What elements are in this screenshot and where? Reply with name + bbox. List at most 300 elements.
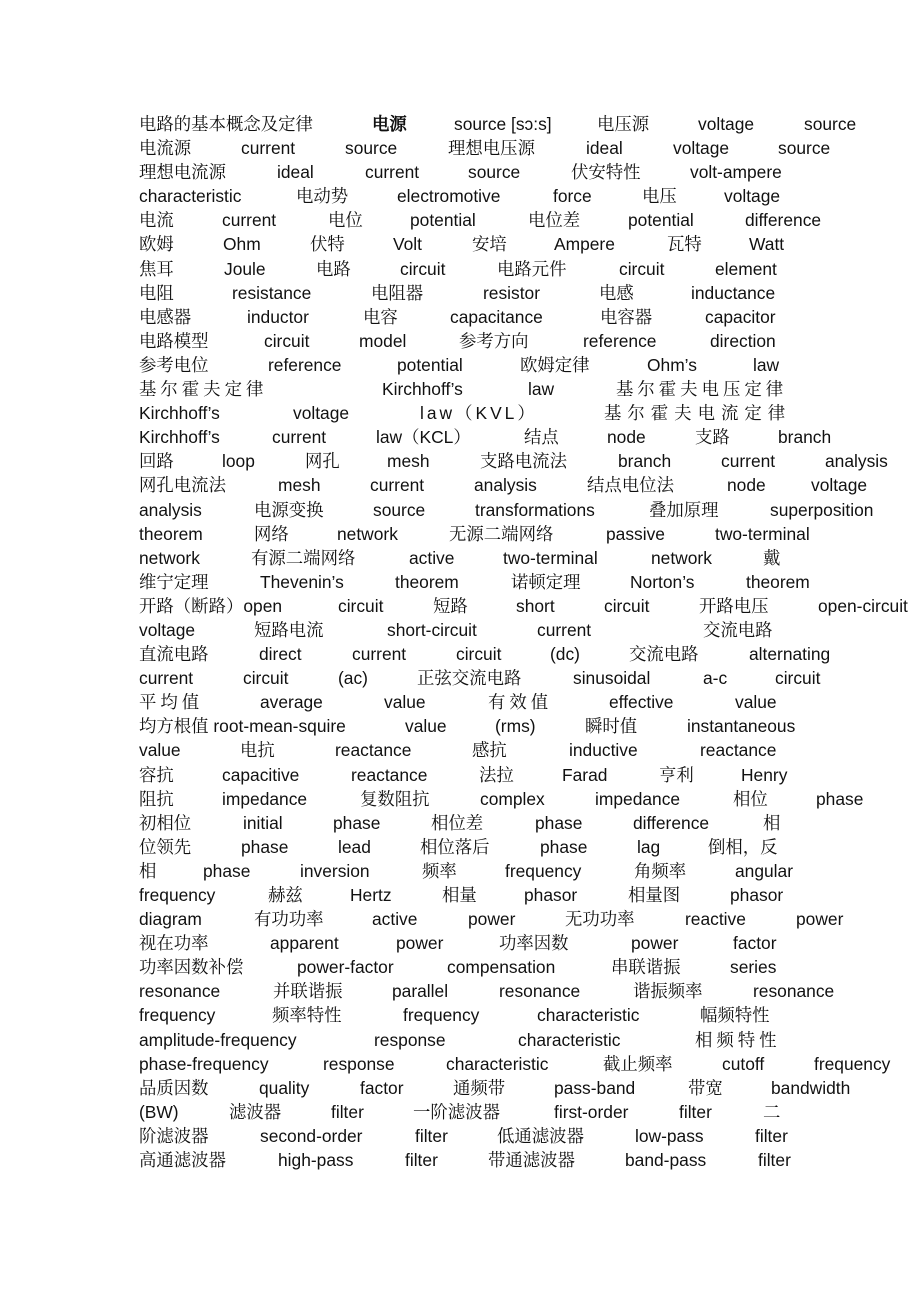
glossary-document — [139, 112, 920, 1172]
term-english: characteristic — [446, 1053, 549, 1074]
term-english: series — [730, 957, 777, 978]
term-chinese: 戴 — [763, 547, 781, 568]
term-chinese: 相量 — [442, 885, 477, 905]
term-english: inductor — [247, 306, 309, 327]
term-chinese: 功率因数补偿 — [139, 957, 244, 978]
term-english: frequency — [139, 1005, 216, 1026]
term-english: volt-ampere — [690, 162, 782, 183]
term-chinese: 相频特性 — [695, 1029, 781, 1050]
term-english: Farad — [562, 764, 608, 785]
term-english: short-circuit — [387, 619, 477, 640]
glossary-line — [139, 305, 920, 329]
term-english: phasor — [730, 885, 784, 905]
term-english: source — [804, 114, 857, 134]
term-chinese: 欧姆 — [139, 234, 174, 255]
glossary-line — [139, 1003, 920, 1027]
term-english: impedance — [595, 788, 681, 809]
glossary-line — [139, 642, 920, 666]
term-english: reference — [268, 354, 342, 375]
term-english: voltage — [811, 475, 868, 496]
term-english: analysis — [139, 499, 202, 520]
term-chinese: 有效值 — [488, 692, 553, 713]
glossary-line — [139, 281, 920, 305]
term-chinese: 相 — [139, 860, 157, 881]
term-chinese: 电源变换 — [254, 499, 324, 520]
term-chinese: 焦耳 — [139, 258, 174, 279]
glossary-line — [139, 1124, 920, 1148]
term-english: frequency — [505, 860, 582, 881]
term-english: value — [139, 740, 181, 761]
term-english: node — [607, 427, 646, 448]
term-english: Hertz — [350, 885, 392, 905]
term-chinese: 视在功率 — [139, 933, 209, 954]
term-english: source — [373, 499, 426, 520]
glossary-line — [139, 1148, 920, 1172]
term-chinese: 叠加原理 — [649, 499, 719, 520]
glossary-line — [139, 690, 920, 714]
term-chinese: 电压 — [642, 186, 677, 207]
term-chinese: 品质因数 — [139, 1077, 209, 1098]
term-english: phase — [203, 860, 251, 881]
term-english: filter — [331, 1101, 364, 1122]
term-chinese: 一阶滤波器 — [413, 1101, 500, 1122]
term-english: factor — [733, 933, 777, 954]
term-english: lead — [338, 836, 371, 857]
term-english: a-c — [703, 668, 728, 689]
term-english: capacitor — [705, 306, 776, 327]
term-english: direction — [710, 330, 776, 351]
term-chinese: 相位差 — [431, 812, 484, 833]
term-english: circuit — [243, 668, 289, 689]
term-chinese: 直流电路 — [139, 644, 209, 665]
term-chinese: 倒相，反 — [708, 836, 778, 857]
term-english: resistor — [483, 282, 541, 303]
glossary-line — [139, 329, 920, 353]
glossary-line — [139, 763, 920, 787]
glossary-line — [139, 546, 920, 570]
term-english: compensation — [447, 957, 556, 978]
glossary-line — [139, 257, 920, 281]
term-english: theorem — [746, 571, 810, 592]
term-chinese: 电阻器 — [371, 282, 424, 303]
term-english: power — [396, 933, 444, 954]
term-english: diagram — [139, 909, 202, 930]
term-english: ideal — [586, 138, 623, 159]
glossary-line — [139, 353, 920, 377]
term-english: average — [260, 692, 323, 713]
term-chinese: 伏特 — [310, 234, 345, 255]
term-english: response — [374, 1029, 446, 1050]
term-chinese: 电路元件 — [497, 258, 567, 279]
term-chinese: 开路（断路）open — [139, 595, 283, 616]
term-english: direct — [259, 644, 302, 665]
term-english: Kirchhoff’s — [139, 427, 220, 448]
glossary-line — [139, 811, 920, 835]
term-english: Ampere — [554, 234, 615, 255]
term-chinese: 电位差 — [528, 210, 581, 231]
term-english: Watt — [749, 234, 785, 255]
glossary-line — [139, 136, 920, 160]
term-chinese: 电抗 — [240, 740, 275, 761]
term-english: value — [405, 716, 447, 737]
term-chinese: 安培 — [472, 234, 507, 255]
term-chinese: 二 — [763, 1101, 781, 1122]
term-english: law（KCL） — [376, 427, 471, 448]
term-chinese: 参考方向 — [459, 330, 529, 351]
term-chinese: 理想电压源 — [448, 138, 535, 159]
term-english: second-order — [260, 1125, 363, 1146]
term-english: reactive — [685, 909, 746, 930]
glossary-line — [139, 835, 920, 859]
term-chinese: 初相位 — [139, 812, 192, 833]
term-english: theorem — [395, 571, 459, 592]
term-chinese: 容抗 — [139, 764, 174, 785]
term-chinese: 阶滤波器 — [139, 1125, 209, 1146]
term-chinese: 短路 — [433, 595, 468, 616]
term-english: Thevenin’s — [260, 571, 344, 592]
glossary-line — [139, 473, 920, 497]
glossary-line — [139, 1100, 920, 1124]
term-english: apparent — [270, 933, 339, 954]
term-chinese: 频率 — [422, 860, 457, 881]
term-chinese: 感抗 — [472, 740, 507, 761]
glossary-line — [139, 883, 920, 907]
term-english: potential — [397, 354, 463, 375]
term-english: analysis — [825, 451, 888, 472]
term-english: current — [352, 644, 407, 665]
glossary-line — [139, 1028, 920, 1052]
term-chinese: 相位落后 — [420, 836, 490, 857]
term-english: quality — [259, 1077, 310, 1098]
glossary-line — [139, 425, 920, 449]
term-english: resistance — [232, 282, 312, 303]
term-english: sinusoidal — [573, 668, 651, 689]
term-chinese: 欧姆定律 — [520, 354, 590, 375]
term-english: cutoff — [722, 1053, 765, 1074]
term-chinese: 交流电路 — [703, 619, 773, 640]
term-chinese: 带通滤波器 — [488, 1150, 575, 1171]
glossary-line — [139, 1076, 920, 1100]
term-english: inductance — [691, 282, 776, 303]
term-chinese: 电路 — [316, 258, 351, 279]
term-english: resonance — [499, 981, 581, 1002]
term-english: phase — [535, 812, 583, 833]
glossary-line — [139, 522, 920, 546]
term-english: source — [468, 162, 521, 183]
term-english: analysis — [474, 475, 537, 496]
term-english: capacitance — [450, 306, 543, 327]
term-chinese: 电动势 — [296, 186, 349, 207]
term-chinese: 维宁定理 — [139, 571, 209, 592]
term-english: potential — [410, 210, 476, 231]
glossary-line — [139, 184, 920, 208]
term-english: power — [796, 909, 844, 930]
term-english: mesh — [387, 451, 430, 472]
term-chinese: 幅频特性 — [700, 1005, 770, 1026]
term-chinese: 阻抗 — [139, 788, 174, 809]
term-english: active — [409, 547, 455, 568]
term-chinese: 短路电流 — [254, 619, 324, 640]
term-english: frequency — [139, 885, 216, 905]
term-chinese: 截止频率 — [603, 1053, 673, 1074]
term-chinese: 法拉 — [479, 764, 514, 785]
term-english: difference — [633, 812, 710, 833]
term-english: (BW) — [139, 1101, 179, 1122]
glossary-line — [139, 401, 920, 425]
glossary-line — [139, 979, 920, 1003]
term-chinese: 电源 — [372, 114, 407, 134]
term-english: voltage — [698, 114, 755, 134]
term-chinese: 支路 — [695, 427, 730, 448]
term-chinese: 开路电压 — [699, 595, 769, 616]
term-english: two-terminal — [715, 523, 810, 544]
term-english: Kirchhoff’s — [139, 403, 220, 424]
term-chinese: 赫兹 — [268, 885, 303, 905]
term-english: element — [715, 258, 777, 279]
term-english: law — [528, 379, 555, 400]
term-english: voltage — [139, 619, 196, 640]
term-english: reactance — [351, 764, 428, 785]
term-chinese: 诺顿定理 — [511, 571, 581, 592]
term-chinese: 伏安特性 — [571, 162, 641, 183]
term-chinese: 基尔霍夫电流定律 — [604, 403, 792, 424]
term-chinese: 基尔霍夫电压定律 — [616, 379, 788, 400]
term-chinese: 频率特性 — [272, 1005, 342, 1026]
term-english: current — [241, 138, 296, 159]
term-english: circuit — [775, 668, 821, 689]
term-english: factor — [360, 1077, 404, 1098]
term-english: Joule — [224, 258, 266, 279]
glossary-line — [139, 618, 920, 642]
glossary-line — [139, 449, 920, 473]
term-english: Volt — [393, 234, 423, 255]
term-chinese: 电流 — [139, 210, 174, 231]
glossary-line — [139, 1052, 920, 1076]
term-english: response — [323, 1053, 395, 1074]
term-english: ideal — [277, 162, 314, 183]
term-english: mesh — [278, 475, 321, 496]
term-chinese: 低通滤波器 — [497, 1125, 584, 1146]
term-chinese: 支路电流法 — [480, 451, 567, 472]
term-english: node — [727, 475, 766, 496]
term-english: bandwidth — [771, 1077, 851, 1098]
term-english: transformations — [475, 499, 595, 520]
term-english: characteristic — [537, 1005, 640, 1026]
term-english: circuit — [400, 258, 446, 279]
glossary-line — [139, 714, 920, 738]
term-chinese: 网孔 — [305, 451, 340, 472]
glossary-line — [139, 666, 920, 690]
term-chinese: 无源二端网络 — [449, 523, 554, 544]
term-english: circuit — [338, 595, 384, 616]
term-english: amplitude-frequency — [139, 1029, 297, 1050]
term-chinese: 滤波器 — [229, 1101, 282, 1122]
term-english: circuit — [619, 258, 665, 279]
term-english: characteristic — [518, 1029, 621, 1050]
glossary-line — [139, 112, 920, 136]
term-english: loop — [222, 451, 255, 472]
term-english: high-pass — [278, 1150, 354, 1171]
glossary-line — [139, 955, 920, 979]
term-english: (dc) — [550, 644, 580, 665]
term-chinese: 串联谐振 — [611, 957, 681, 978]
term-chinese: 电流源 — [139, 138, 192, 159]
term-english: theorem — [139, 523, 203, 544]
term-chinese: 电路的基本概念及定律 — [139, 114, 313, 134]
term-english: value — [384, 692, 426, 713]
term-chinese: 电路模型 — [139, 330, 209, 351]
term-english: inversion — [300, 860, 370, 881]
term-english: filter — [755, 1125, 788, 1146]
term-english: short — [516, 595, 555, 616]
term-chinese: 平均值 — [139, 692, 204, 713]
term-english: reference — [583, 330, 657, 351]
term-chinese: 基尔霍夫定律 — [139, 379, 268, 400]
term-english: power — [468, 909, 516, 930]
term-english: Ohm’s — [647, 354, 697, 375]
term-chinese: 电压源 — [597, 114, 650, 134]
term-chinese: 复数阻抗 — [360, 788, 430, 809]
term-english: inductive — [569, 740, 638, 761]
glossary-line — [139, 594, 920, 618]
term-english: power — [631, 933, 679, 954]
term-chinese: 亨利 — [659, 764, 694, 785]
term-english: frequency — [403, 1005, 480, 1026]
glossary-line — [139, 208, 920, 232]
term-chinese: 电容 — [363, 306, 398, 327]
glossary-line — [139, 377, 920, 401]
term-english: resonance — [753, 981, 835, 1002]
term-english: filter — [405, 1150, 438, 1171]
term-chinese: 理想电流源 — [139, 162, 226, 183]
term-english: potential — [628, 210, 694, 231]
term-english: current — [139, 668, 194, 689]
term-english: phase — [333, 812, 381, 833]
term-english: frequency — [814, 1053, 891, 1074]
term-english: (ac) — [338, 668, 368, 689]
term-chinese: 并联谐振 — [273, 981, 343, 1002]
term-chinese: 瓦特 — [667, 234, 702, 255]
glossary-line — [139, 931, 920, 955]
term-english: current — [721, 451, 776, 472]
term-english: circuit — [604, 595, 650, 616]
term-english: complex — [480, 788, 545, 809]
term-english: lag — [637, 836, 661, 857]
term-english: current — [365, 162, 420, 183]
term-chinese: 均方根值 root-mean-squire — [139, 716, 346, 737]
term-english: Norton’s — [630, 571, 695, 592]
term-english: source [sɔ:s] — [454, 114, 552, 134]
term-english: current — [370, 475, 425, 496]
term-chinese: 电位 — [328, 210, 363, 231]
term-english: reactance — [700, 740, 777, 761]
term-english: circuit — [264, 330, 310, 351]
term-english: phase-frequency — [139, 1053, 269, 1074]
term-english: two-terminal — [503, 547, 598, 568]
term-chinese: 高通滤波器 — [139, 1150, 226, 1171]
term-english: current — [272, 427, 327, 448]
term-english: pass-band — [554, 1077, 636, 1098]
term-english: phasor — [524, 885, 578, 905]
term-chinese: 正弦交流电路 — [417, 668, 522, 689]
term-english: (rms) — [495, 716, 536, 737]
term-chinese: 瞬时值 — [585, 716, 638, 737]
term-chinese: 电感器 — [139, 306, 192, 327]
term-chinese: 功率因数 — [499, 933, 569, 954]
term-english: Henry — [741, 764, 788, 785]
term-english: active — [372, 909, 418, 930]
term-english: filter — [415, 1125, 448, 1146]
term-english: model — [359, 330, 407, 351]
term-english: capacitive — [222, 764, 300, 785]
term-chinese: 电容器 — [600, 306, 653, 327]
glossary-line — [139, 570, 920, 594]
term-english: source — [778, 138, 831, 159]
term-chinese: 结点 — [524, 427, 559, 448]
term-chinese: 参考电位 — [139, 354, 209, 375]
term-chinese: 电感 — [599, 282, 634, 303]
term-english: Kirchhoff’s — [382, 379, 463, 400]
term-english: branch — [778, 427, 832, 448]
term-english: current — [537, 619, 592, 640]
term-english: resonance — [139, 981, 221, 1002]
term-chinese: 结点电位法 — [587, 475, 674, 496]
term-chinese: 交流电路 — [629, 644, 699, 665]
term-english: phase — [241, 836, 289, 857]
term-chinese: 角频率 — [634, 860, 687, 881]
term-english: force — [553, 186, 592, 207]
term-english: law（KVL） — [420, 403, 538, 424]
term-english: network — [337, 523, 398, 544]
term-english: voltage — [673, 138, 730, 159]
term-english: first-order — [554, 1101, 629, 1122]
term-chinese: 无功功率 — [565, 909, 635, 930]
term-english: superposition — [770, 499, 874, 520]
term-chinese: 有功功率 — [254, 909, 324, 930]
term-english: initial — [243, 812, 283, 833]
term-english: parallel — [392, 981, 449, 1002]
term-english: value — [735, 692, 777, 713]
term-english: current — [222, 210, 277, 231]
term-english: phase — [816, 788, 864, 809]
term-english: voltage — [293, 403, 350, 424]
term-english: alternating — [749, 644, 831, 665]
term-english: circuit — [456, 644, 502, 665]
glossary-line — [139, 907, 920, 931]
term-chinese: 谐振频率 — [633, 981, 703, 1002]
term-chinese: 相 — [763, 812, 781, 833]
term-english: effective — [609, 692, 674, 713]
term-english: reactance — [335, 740, 412, 761]
term-english: branch — [618, 451, 672, 472]
glossary-line — [139, 738, 920, 762]
term-english: open-circuit — [818, 595, 908, 616]
term-chinese: 位领先 — [139, 836, 192, 857]
term-chinese: 网孔电流法 — [139, 475, 226, 496]
term-english: electromotive — [397, 186, 501, 207]
term-chinese: 通频带 — [453, 1077, 506, 1098]
term-english: network — [139, 547, 200, 568]
term-english: low-pass — [635, 1125, 704, 1146]
term-english: power-factor — [297, 957, 394, 978]
term-english: passive — [606, 523, 665, 544]
term-english: law — [753, 354, 780, 375]
term-english: phase — [540, 836, 588, 857]
term-english: filter — [679, 1101, 712, 1122]
term-english: band-pass — [625, 1150, 707, 1171]
term-english: angular — [735, 860, 794, 881]
glossary-line — [139, 232, 920, 256]
